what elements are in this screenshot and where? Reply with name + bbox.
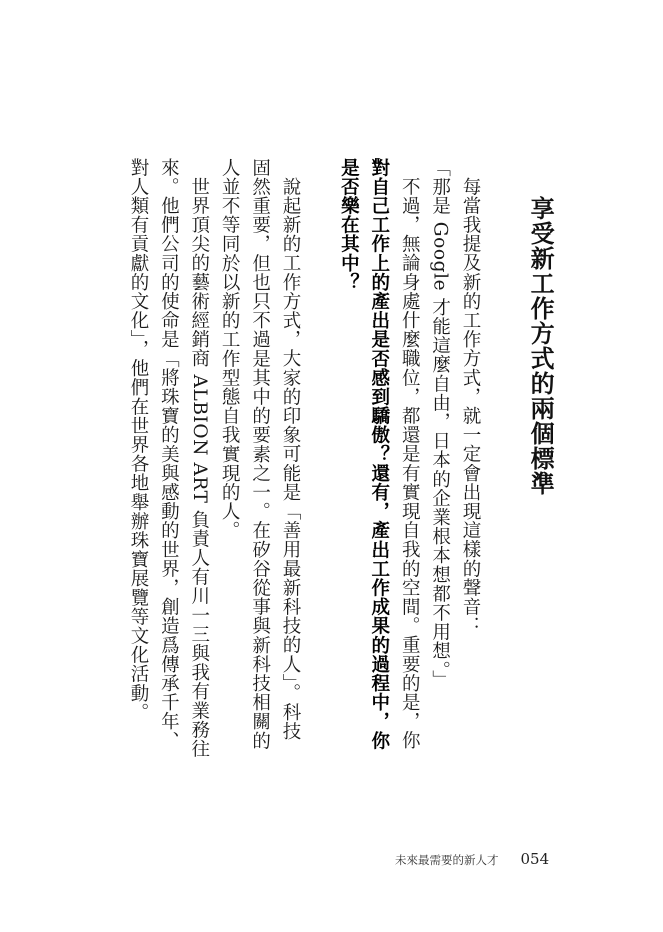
page-footer — [395, 850, 549, 868]
running-title: 未來最需要的新人才 — [395, 853, 499, 867]
page-number: 054 — [520, 850, 550, 868]
paragraph-quote: 「那是 Google 才能這麼自由，日本的企業根本想都不用想。」 — [429, 158, 451, 690]
paragraph-however: 不過，無論身處什麼職位，都還是有實現自我的空間。重要的是，你 — [399, 176, 421, 750]
paragraph-gap — [305, 158, 333, 758]
section-heading: 享受新工作方式的兩個標準 — [526, 196, 555, 496]
paragraph-emphasis: 對自己工作上的產出是否感到驕傲？還有，產出工作成果的過程中，你是否樂在其中？ — [338, 158, 390, 751]
paragraph-technology: 說起新的工作方式，大家的印象可能是「善用最新科技的人」。科技固然重要，但也只不過是其中的要素之一。在矽谷從事與新科技相關的人並不等同於以新的工作型態自我實現的人。 — [219, 158, 301, 751]
body-text — [123, 158, 485, 758]
paragraph-intro: 每當我提及新的工作方式，就一定會出現這樣的聲音： — [460, 176, 481, 635]
paragraph-albion-art: 世界頂尖的藝術經銷商 ALBION ART 負責人有川一三與我有業務往來。他們公司的使命是「將珠寶的美與感動的世界，創造爲傳承千年、對人類有貢獻的文化」，他們在世界各地舉辦珠寶展覽等文化活動。 — [127, 158, 210, 758]
